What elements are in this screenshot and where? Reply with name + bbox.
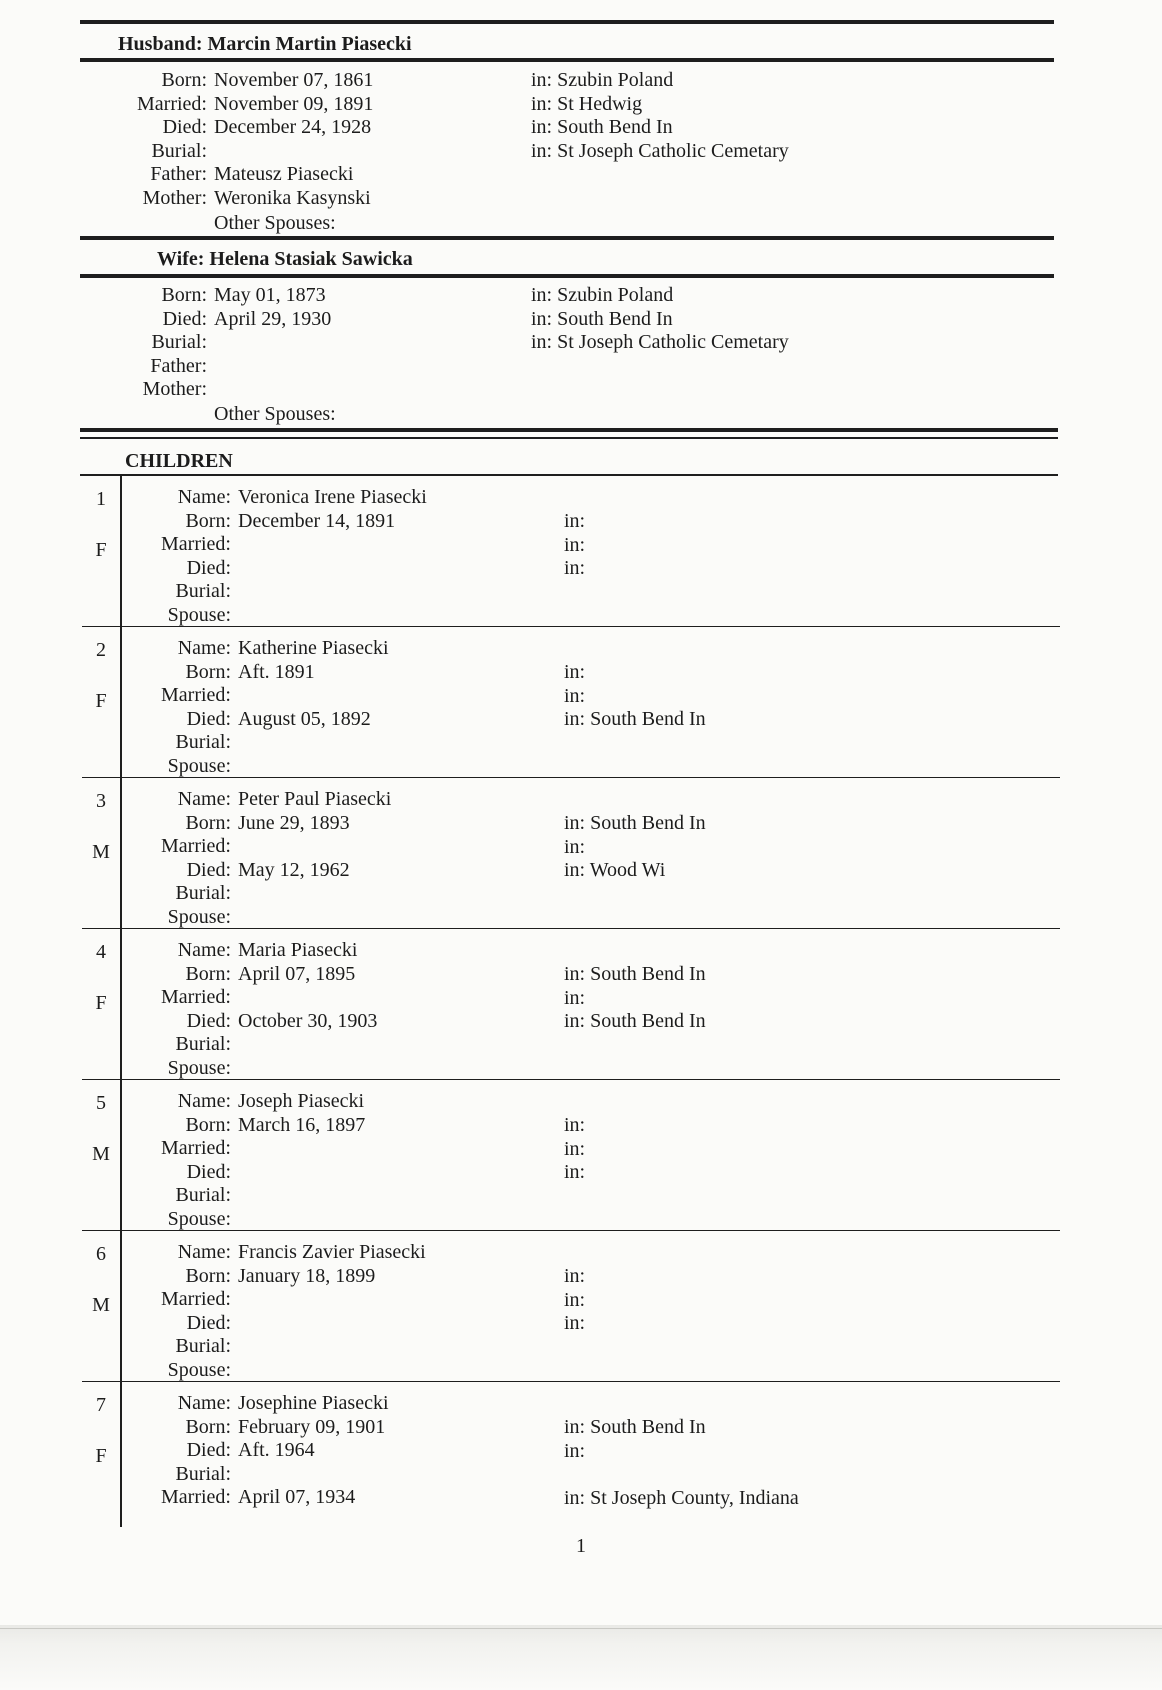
child-sex: M bbox=[92, 841, 110, 863]
field-label: Born: bbox=[185, 811, 231, 834]
child-divider bbox=[120, 778, 122, 929]
child-places bbox=[564, 812, 706, 883]
field-value: Veronica Irene Piasecki bbox=[238, 486, 427, 508]
field-value: April 07, 1934 bbox=[238, 1486, 356, 1508]
field-label: Burial: bbox=[175, 882, 231, 904]
child-place: in: South Bend In bbox=[564, 1010, 706, 1032]
wife-other-spouses: Other Spouses: bbox=[214, 403, 336, 425]
child-sex: F bbox=[95, 992, 107, 1014]
child-sex: F bbox=[95, 539, 107, 561]
field-label: Died: bbox=[186, 1439, 231, 1461]
field-place: in: St Joseph Catholic Cemetary bbox=[531, 139, 789, 162]
wife-header bbox=[157, 248, 413, 271]
field-label: Married: bbox=[161, 684, 231, 706]
field-label: Died: bbox=[186, 1009, 231, 1032]
field-value: Mateusz Piasecki bbox=[214, 163, 354, 185]
field-value: Peter Paul Piasecki bbox=[238, 788, 392, 810]
field-label: Married: bbox=[161, 835, 231, 857]
field-value: Francis Zavier Piasecki bbox=[238, 1241, 426, 1263]
field-place: in: St Joseph Catholic Cemetary bbox=[531, 331, 789, 353]
child-places bbox=[564, 1114, 585, 1185]
field-label: Father: bbox=[150, 163, 207, 185]
field-value: June 29, 1893 bbox=[238, 811, 350, 834]
field-label: Name: bbox=[177, 939, 231, 961]
child-sex: M bbox=[92, 1294, 110, 1316]
field-value: Joseph Piasecki bbox=[238, 1090, 365, 1112]
field-label: Mother: bbox=[142, 378, 207, 400]
child-place bbox=[564, 1463, 799, 1487]
field-label: Spouse: bbox=[167, 754, 231, 777]
field-label: Married: bbox=[161, 1288, 231, 1310]
field-label: Burial: bbox=[175, 731, 231, 753]
wife-header-rule bbox=[80, 274, 1054, 278]
scan-edge-shadow bbox=[0, 1625, 1162, 1690]
child-place: in: South Bend In bbox=[564, 708, 706, 730]
child-place: in: bbox=[564, 835, 586, 858]
child-places bbox=[564, 661, 706, 732]
field-value: December 24, 1928 bbox=[214, 116, 372, 138]
field-label: Born: bbox=[185, 1113, 231, 1136]
child-divider bbox=[120, 1382, 122, 1527]
field-place: in: South Bend In bbox=[531, 116, 673, 138]
field-value: October 30, 1903 bbox=[238, 1009, 378, 1032]
field-label: Died: bbox=[162, 116, 207, 138]
field-value: April 07, 1895 bbox=[238, 962, 356, 985]
child-divider bbox=[120, 1231, 122, 1382]
field-label: Father: bbox=[150, 354, 207, 377]
field-value: November 09, 1891 bbox=[214, 92, 374, 115]
child-place: in: bbox=[564, 557, 586, 579]
child-divider bbox=[120, 476, 122, 627]
field-label: Name: bbox=[177, 486, 231, 508]
husband-header-rule bbox=[80, 58, 1054, 62]
child-number: 2 bbox=[96, 639, 106, 661]
field-label: Spouse: bbox=[167, 1207, 231, 1230]
field-label: Born: bbox=[161, 69, 207, 91]
field-value: August 05, 1892 bbox=[238, 707, 371, 730]
field-value: Aft. 1891 bbox=[238, 660, 315, 683]
child-number: 3 bbox=[96, 790, 106, 812]
husband-header-label: Husband: bbox=[118, 33, 203, 55]
field-label: Born: bbox=[185, 1415, 231, 1438]
child-place: in: St Joseph County, Indiana bbox=[564, 1486, 799, 1509]
field-place: in: Szubin Poland bbox=[531, 284, 674, 306]
child-sex: F bbox=[95, 1445, 107, 1467]
wife-top-rule bbox=[80, 236, 1054, 240]
child-entry bbox=[82, 476, 1060, 627]
field-label: Died: bbox=[186, 1160, 231, 1183]
field-label: Spouse: bbox=[167, 905, 231, 928]
field-label: Died: bbox=[186, 707, 231, 730]
child-entry bbox=[82, 778, 1060, 929]
child-number: 1 bbox=[96, 488, 106, 510]
field-value: November 07, 1861 bbox=[214, 69, 374, 91]
field-label: Name: bbox=[177, 1241, 231, 1263]
child-place: in: bbox=[564, 1439, 586, 1462]
child-places bbox=[564, 1416, 799, 1510]
child-places bbox=[564, 963, 706, 1034]
field-label: Burial: bbox=[151, 331, 207, 353]
field-value: Maria Piasecki bbox=[238, 939, 358, 961]
field-value: Aft. 1964 bbox=[238, 1439, 315, 1461]
field-value: May 12, 1962 bbox=[238, 858, 350, 881]
field-label: Name: bbox=[177, 637, 231, 659]
wife-name: Helena Stasiak Sawicka bbox=[209, 248, 413, 270]
wife-header-label: Wife: bbox=[157, 248, 205, 270]
child-entry bbox=[82, 929, 1060, 1080]
child-place: in: bbox=[564, 1312, 586, 1334]
child-sex: M bbox=[92, 1143, 110, 1165]
field-label: Burial: bbox=[151, 139, 207, 162]
field-label: Married: bbox=[161, 986, 231, 1008]
child-number: 6 bbox=[96, 1243, 106, 1265]
child-place: in: bbox=[564, 1137, 586, 1160]
child-place: in: bbox=[564, 1114, 586, 1136]
child-place: in: bbox=[564, 986, 586, 1009]
field-value: December 14, 1891 bbox=[238, 509, 396, 532]
field-label: Name: bbox=[177, 1090, 231, 1112]
child-number: 7 bbox=[96, 1394, 106, 1416]
field-label: Name: bbox=[177, 1392, 231, 1414]
child-entry bbox=[82, 1231, 1060, 1382]
field-label: Died: bbox=[186, 556, 231, 579]
child-entry bbox=[82, 627, 1060, 778]
child-number: 5 bbox=[96, 1092, 106, 1114]
children-top-rule bbox=[80, 428, 1058, 432]
field-label: Died: bbox=[186, 1311, 231, 1334]
top-rule bbox=[80, 20, 1054, 24]
field-place: in: South Bend In bbox=[531, 307, 673, 330]
child-place: in: bbox=[564, 684, 586, 707]
field-label: Spouse: bbox=[167, 1056, 231, 1079]
child-place: in: Wood Wi bbox=[564, 859, 666, 881]
field-value: May 01, 1873 bbox=[214, 284, 326, 306]
child-places bbox=[564, 510, 585, 581]
field-value: April 29, 1930 bbox=[214, 307, 332, 330]
child-place: in: bbox=[564, 533, 586, 556]
field-label: Born: bbox=[185, 509, 231, 532]
child-place: in: bbox=[564, 661, 586, 683]
field-label: Married: bbox=[161, 533, 231, 555]
child-divider bbox=[120, 627, 122, 778]
husband-name: Marcin Martin Piasecki bbox=[207, 33, 412, 55]
field-place: in: St Hedwig bbox=[531, 92, 643, 115]
child-divider bbox=[120, 1080, 122, 1231]
children-header: CHILDREN bbox=[125, 450, 233, 472]
child-place: in: bbox=[564, 1265, 586, 1287]
field-label: Born: bbox=[185, 660, 231, 683]
field-label: Name: bbox=[177, 788, 231, 810]
field-label: Burial: bbox=[175, 1033, 231, 1055]
field-label: Born: bbox=[185, 1264, 231, 1287]
field-label: Burial: bbox=[175, 1335, 231, 1357]
field-label: Married: bbox=[161, 1486, 231, 1508]
field-value: February 09, 1901 bbox=[238, 1415, 386, 1438]
child-entry bbox=[82, 1080, 1060, 1231]
child-place: in: South Bend In bbox=[564, 1416, 706, 1438]
child-divider bbox=[120, 929, 122, 1080]
field-label: Burial: bbox=[175, 1184, 231, 1206]
child-place: in: South Bend In bbox=[564, 812, 706, 834]
field-label: Married: bbox=[161, 1137, 231, 1159]
field-label: Born: bbox=[185, 962, 231, 985]
field-place: in: Szubin Poland bbox=[531, 69, 674, 91]
field-label: Born: bbox=[161, 284, 207, 306]
field-label: Burial: bbox=[175, 580, 231, 602]
field-label: Spouse: bbox=[167, 1358, 231, 1381]
field-label: Died: bbox=[162, 307, 207, 330]
child-place: in: South Bend In bbox=[564, 963, 706, 985]
child-place: in: bbox=[564, 1161, 586, 1183]
child-entry bbox=[82, 1382, 1060, 1527]
child-place: in: bbox=[564, 1288, 586, 1311]
field-value: Weronika Kasynski bbox=[214, 186, 371, 209]
scan-edge-line bbox=[0, 1628, 1162, 1629]
child-sex: F bbox=[95, 690, 107, 712]
field-value: January 18, 1899 bbox=[238, 1264, 376, 1287]
page-number: 1 bbox=[576, 1535, 586, 1557]
child-places bbox=[564, 1265, 585, 1336]
field-value: March 16, 1897 bbox=[238, 1113, 366, 1136]
field-label: Mother: bbox=[142, 186, 207, 209]
field-label: Burial: bbox=[175, 1462, 231, 1485]
field-label: Spouse: bbox=[167, 603, 231, 626]
child-place: in: bbox=[564, 510, 586, 532]
husband-header bbox=[118, 33, 412, 56]
field-label: Died: bbox=[186, 858, 231, 881]
husband-other-spouses: Other Spouses: bbox=[214, 212, 336, 234]
children-top-rule-secondary bbox=[80, 437, 1058, 439]
field-value: Josephine Piasecki bbox=[238, 1392, 389, 1414]
field-label: Married: bbox=[137, 92, 207, 115]
child-number: 4 bbox=[96, 941, 106, 963]
field-value: Katherine Piasecki bbox=[238, 637, 389, 659]
